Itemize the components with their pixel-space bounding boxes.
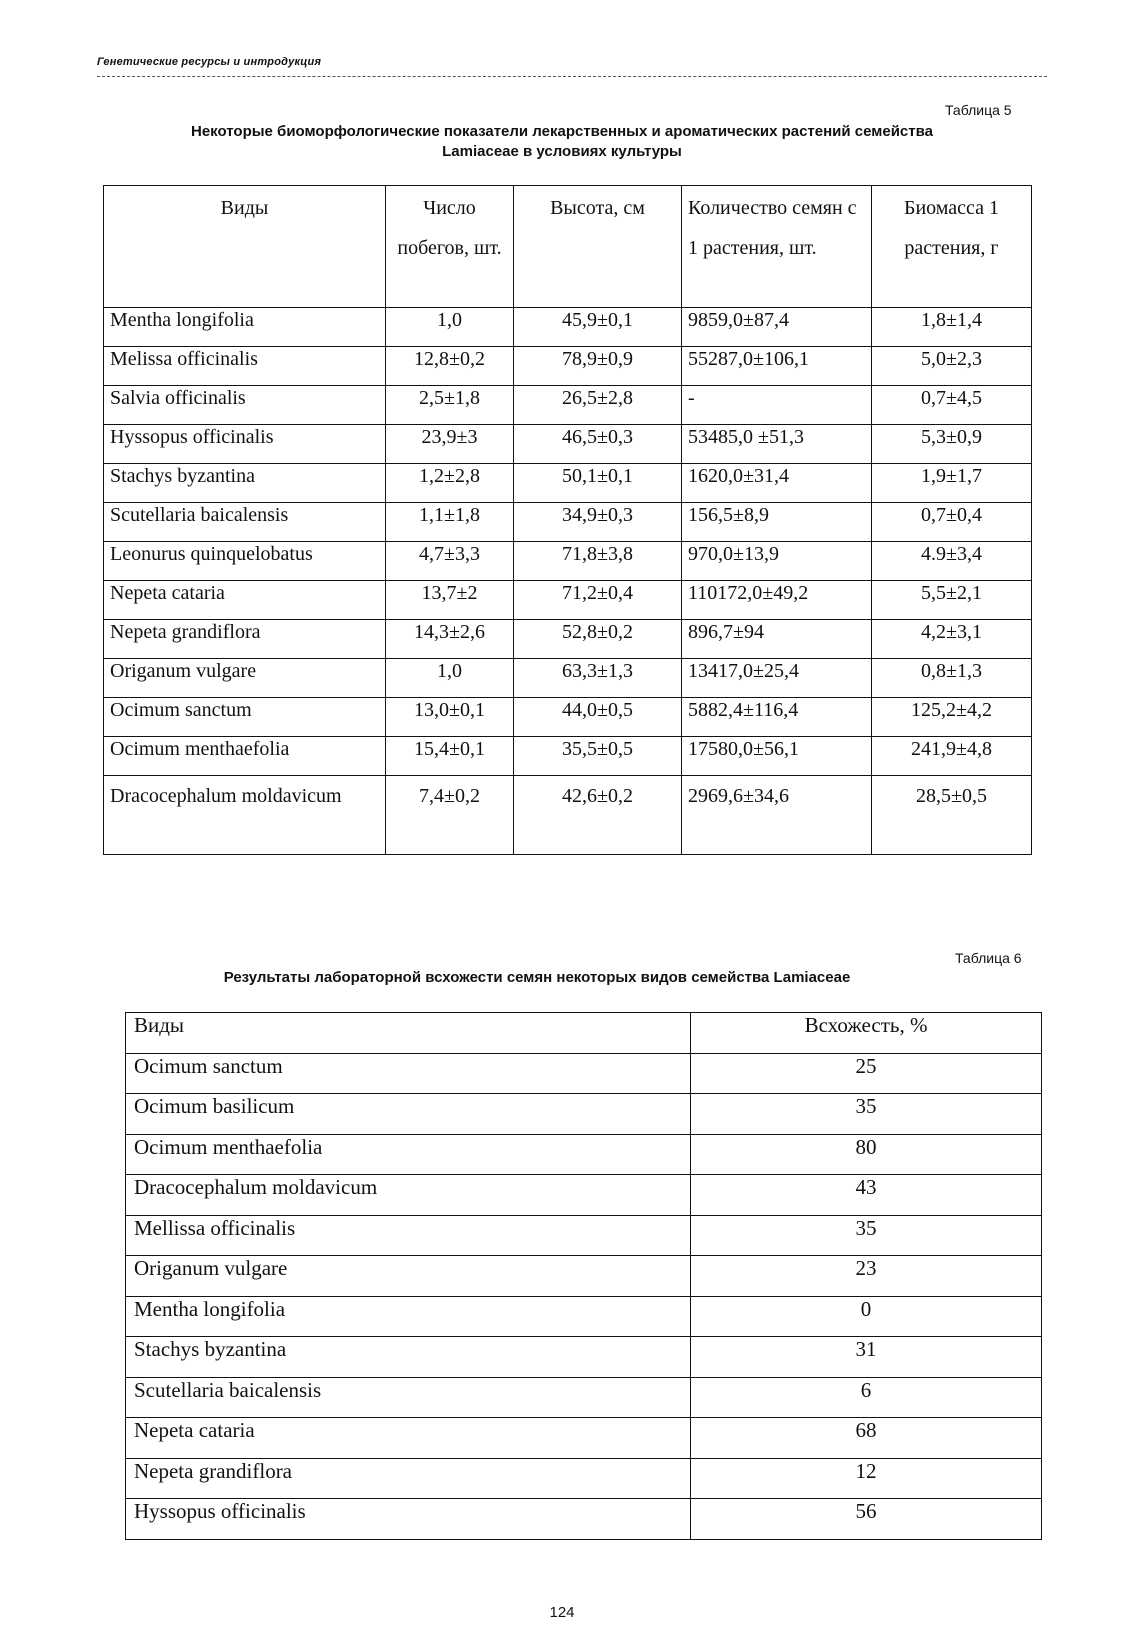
table-row	[104, 698, 1032, 737]
seeds-cell: 13417,0±25,4	[682, 659, 872, 698]
species-cell: Nepeta grandiflora	[104, 620, 386, 659]
germination-cell: 23	[691, 1256, 1042, 1297]
table-row	[104, 347, 1032, 386]
germination-cell: 43	[691, 1175, 1042, 1216]
germination-cell: 25	[691, 1053, 1042, 1094]
species-cell: Melissa officinalis	[104, 347, 386, 386]
germination-cell: 0	[691, 1296, 1042, 1337]
height-cell: 52,8±0,2	[514, 620, 682, 659]
table5-col-header: Количество семян с 1 растения, шт.	[682, 186, 872, 308]
germination-cell: 80	[691, 1134, 1042, 1175]
shoots-cell: 2,5±1,8	[386, 386, 514, 425]
shoots-cell: 7,4±0,2	[386, 776, 514, 855]
seeds-cell: 53485,0 ±51,3	[682, 425, 872, 464]
shoots-cell: 13,7±2	[386, 581, 514, 620]
biomass-cell: 125,2±4,2	[872, 698, 1032, 737]
species-cell: Stachys byzantina	[126, 1337, 691, 1378]
table6	[125, 1012, 1042, 1540]
height-cell: 45,9±0,1	[514, 308, 682, 347]
table-row	[126, 1377, 1042, 1418]
seeds-cell: 1620,0±31,4	[682, 464, 872, 503]
height-cell: 35,5±0,5	[514, 737, 682, 776]
table-row	[126, 1215, 1042, 1256]
table-row	[126, 1499, 1042, 1540]
biomass-cell: 5,3±0,9	[872, 425, 1032, 464]
table5-caption	[97, 122, 1027, 162]
height-cell: 26,5±2,8	[514, 386, 682, 425]
shoots-cell: 14,3±2,6	[386, 620, 514, 659]
species-cell: Nepeta cataria	[104, 581, 386, 620]
biomass-cell: 0,7±4,5	[872, 386, 1032, 425]
shoots-cell: 1,2±2,8	[386, 464, 514, 503]
species-cell: Ocimum sanctum	[104, 698, 386, 737]
species-cell: Mellissa officinalis	[126, 1215, 691, 1256]
species-cell: Hyssopus officinalis	[104, 425, 386, 464]
species-cell: Ocimum sanctum	[126, 1053, 691, 1094]
height-cell: 50,1±0,1	[514, 464, 682, 503]
seeds-cell: 9859,0±87,4	[682, 308, 872, 347]
table5-caption-line1: Некоторые биоморфологические показатели лекарственных и ароматических растений семейства	[190, 123, 933, 140]
species-cell: Dracocephalum moldavicum	[104, 776, 386, 855]
table6-header-row	[126, 1013, 1042, 1054]
species-cell: Ocimum menthaefolia	[126, 1134, 691, 1175]
table-row	[104, 425, 1032, 464]
species-cell: Nepeta grandiflora	[126, 1458, 691, 1499]
table-row	[104, 620, 1032, 659]
shoots-cell: 1,0	[386, 308, 514, 347]
table5-header-row	[104, 186, 1032, 308]
running-head: Генетические ресурсы и интродукция	[97, 56, 322, 68]
biomass-cell: 1,8±1,4	[872, 308, 1032, 347]
biomass-cell: 5,5±2,1	[872, 581, 1032, 620]
species-cell: Nepeta cataria	[126, 1418, 691, 1459]
table-row	[126, 1134, 1042, 1175]
height-cell: 46,5±0,3	[514, 425, 682, 464]
shoots-cell: 4,7±3,3	[386, 542, 514, 581]
germination-cell: 6	[691, 1377, 1042, 1418]
table6-label: Таблица 6	[955, 950, 1022, 966]
height-cell: 34,9±0,3	[514, 503, 682, 542]
shoots-cell: 1,1±1,8	[386, 503, 514, 542]
table-row	[126, 1094, 1042, 1135]
seeds-cell: 156,5±8,9	[682, 503, 872, 542]
table6-col-header: Всхожесть, %	[691, 1013, 1042, 1054]
germination-cell: 56	[691, 1499, 1042, 1540]
table-row	[104, 581, 1032, 620]
table5-col-header: Биомасса 1 растения, г	[872, 186, 1032, 308]
table6-caption: Результаты лабораторной всхожести семян некоторых видов семейства Lamiaceae	[223, 969, 851, 986]
table-row	[126, 1256, 1042, 1297]
seeds-cell: 110172,0±49,2	[682, 581, 872, 620]
germination-cell: 35	[691, 1094, 1042, 1135]
shoots-cell: 15,4±0,1	[386, 737, 514, 776]
height-cell: 71,2±0,4	[514, 581, 682, 620]
page-number: 124	[549, 1604, 575, 1621]
table5	[103, 185, 1032, 855]
species-cell: Dracocephalum moldavicum	[126, 1175, 691, 1216]
species-cell: Ocimum basilicum	[126, 1094, 691, 1135]
species-cell: Mentha longifolia	[126, 1296, 691, 1337]
table-row	[104, 737, 1032, 776]
table5-col-header: Число побегов, шт.	[386, 186, 514, 308]
species-cell: Scutellaria baicalensis	[126, 1377, 691, 1418]
table-row	[104, 659, 1032, 698]
table-row	[104, 776, 1032, 855]
biomass-cell: 28,5±0,5	[872, 776, 1032, 855]
table-row	[104, 503, 1032, 542]
seeds-cell: 5882,4±116,4	[682, 698, 872, 737]
seeds-cell: -	[682, 386, 872, 425]
shoots-cell: 13,0±0,1	[386, 698, 514, 737]
species-cell: Ocimum menthaefolia	[104, 737, 386, 776]
table-row	[126, 1337, 1042, 1378]
species-cell: Hyssopus officinalis	[126, 1499, 691, 1540]
seeds-cell: 17580,0±56,1	[682, 737, 872, 776]
species-cell: Salvia officinalis	[104, 386, 386, 425]
height-cell: 63,3±1,3	[514, 659, 682, 698]
germination-cell: 68	[691, 1418, 1042, 1459]
species-cell: Scutellaria baicalensis	[104, 503, 386, 542]
table5-label: Таблица 5	[945, 102, 1012, 118]
species-cell: Origanum vulgare	[104, 659, 386, 698]
table-row	[126, 1296, 1042, 1337]
germination-cell: 12	[691, 1458, 1042, 1499]
seeds-cell: 2969,6±34,6	[682, 776, 872, 855]
height-cell: 42,6±0,2	[514, 776, 682, 855]
table-row	[104, 464, 1032, 503]
table-row	[126, 1053, 1042, 1094]
table5-caption-line2: Lamiaceae в условиях культуры	[442, 143, 682, 160]
table5-col-header: Высота, см	[514, 186, 682, 308]
height-cell: 78,9±0,9	[514, 347, 682, 386]
seeds-cell: 55287,0±106,1	[682, 347, 872, 386]
shoots-cell: 23,9±3	[386, 425, 514, 464]
species-cell: Stachys byzantina	[104, 464, 386, 503]
shoots-cell: 1,0	[386, 659, 514, 698]
biomass-cell: 1,9±1,7	[872, 464, 1032, 503]
seeds-cell: 970,0±13,9	[682, 542, 872, 581]
species-cell: Origanum vulgare	[126, 1256, 691, 1297]
header-rule	[97, 76, 1047, 77]
germination-cell: 35	[691, 1215, 1042, 1256]
table-row	[126, 1458, 1042, 1499]
biomass-cell: 4.9±3,4	[872, 542, 1032, 581]
height-cell: 44,0±0,5	[514, 698, 682, 737]
table-row	[104, 308, 1032, 347]
table-row	[104, 386, 1032, 425]
germination-cell: 31	[691, 1337, 1042, 1378]
biomass-cell: 0,8±1,3	[872, 659, 1032, 698]
biomass-cell: 4,2±3,1	[872, 620, 1032, 659]
species-cell: Leonurus quinquelobatus	[104, 542, 386, 581]
table6-col-header: Виды	[126, 1013, 691, 1054]
table-row	[126, 1175, 1042, 1216]
biomass-cell: 0,7±0,4	[872, 503, 1032, 542]
species-cell: Mentha longifolia	[104, 308, 386, 347]
biomass-cell: 241,9±4,8	[872, 737, 1032, 776]
table-row	[104, 542, 1032, 581]
table-row	[126, 1418, 1042, 1459]
seeds-cell: 896,7±94	[682, 620, 872, 659]
height-cell: 71,8±3,8	[514, 542, 682, 581]
shoots-cell: 12,8±0,2	[386, 347, 514, 386]
biomass-cell: 5,0±2,3	[872, 347, 1032, 386]
table5-col-header: Виды	[104, 186, 386, 308]
